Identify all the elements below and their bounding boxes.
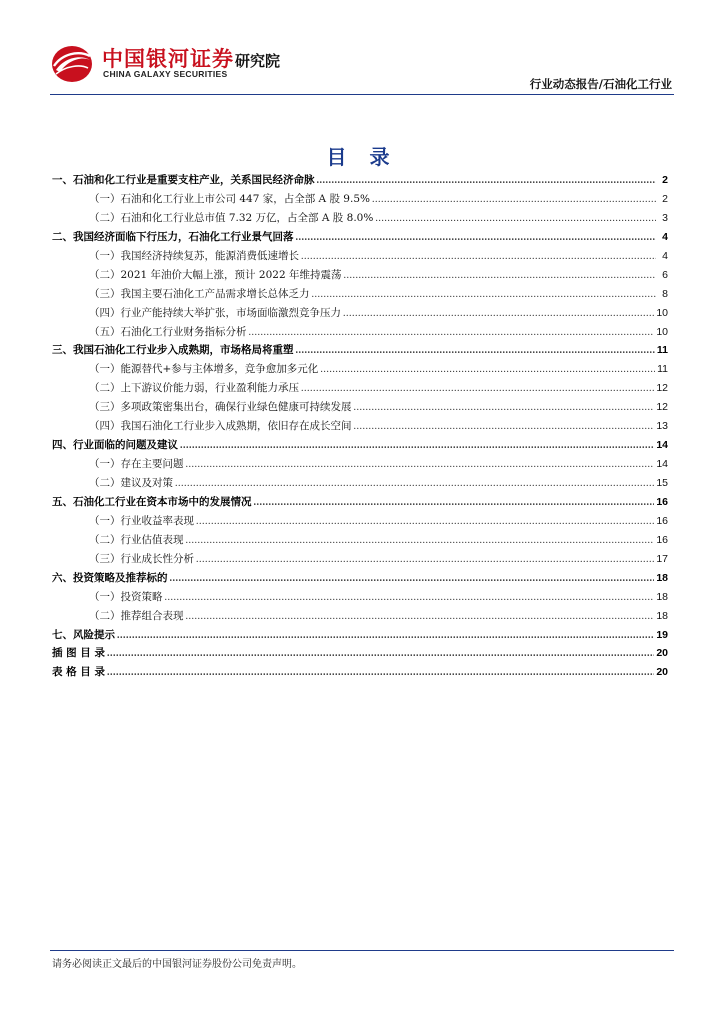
toc-dot-leader [249, 327, 655, 338]
toc-entry-title: 六、投资策略及推荐标的 [52, 571, 168, 584]
toc-subsection-link[interactable] [52, 418, 668, 437]
toc-page-number: 14 [656, 439, 668, 452]
toc-entry-title: （二）行业估值表现 [89, 533, 184, 546]
toc-entry-title: 三、我国石油化工行业步入成熟期，市场格局将重塑 [52, 344, 294, 357]
toc-page-number: 12 [656, 382, 668, 395]
toc-section-link[interactable] [52, 172, 668, 191]
toc-dot-leader [354, 421, 655, 432]
toc-page-number: 20 [656, 666, 668, 679]
toc-entry-title: （一）行业收益率表现 [89, 514, 194, 527]
toc-subsection-link[interactable] [52, 380, 668, 399]
toc-entry-title: （四）我国石油化工行业步入成熟期，依旧存在成长空间 [89, 420, 352, 433]
toc-subsection-link[interactable] [52, 551, 668, 570]
toc-page-number: 20 [656, 647, 668, 660]
toc-page-number: 17 [656, 552, 668, 565]
toc-entry-title: （二）上下游议价能力弱，行业盈利能力承压 [89, 382, 299, 395]
toc-dot-leader [320, 364, 655, 375]
toc-page-number: 19 [656, 628, 668, 641]
toc-entry-title: （三）多项政策密集出台，确保行业绿色健康可持续发展 [89, 401, 352, 414]
toc-page-number: 4 [662, 230, 668, 243]
toc-subsection-link[interactable] [52, 210, 668, 229]
toc-entry-title: （一）投资策略 [89, 590, 163, 603]
toc-dot-leader [296, 345, 655, 356]
toc-dot-leader [107, 667, 654, 678]
toc-dot-leader [375, 213, 656, 224]
logo-english-name: CHINA GALAXY SECURITIES [103, 69, 228, 79]
toc-section-link[interactable] [52, 437, 668, 456]
toc-subsection-link[interactable] [52, 399, 668, 418]
toc-section-link[interactable] [52, 570, 668, 589]
toc-dot-leader [196, 516, 654, 527]
toc-page-number: 2 [662, 174, 668, 186]
toc-entry-title: （二）石油和化工行业总市值 7.32 万亿，占全部 A 股 8.0% [89, 211, 374, 224]
toc-dot-leader [196, 554, 654, 565]
toc-dot-leader [186, 535, 655, 546]
toc-dot-leader [312, 289, 657, 300]
report-category: 行业动态报告/石油化工行业 [529, 77, 672, 91]
toc-dot-leader [170, 573, 655, 584]
toc-entry-title: （二）2021 年油价大幅上涨，预计 2022 年维持震荡 [89, 268, 342, 281]
toc-page-number: 14 [656, 458, 668, 471]
galaxy-logo-icon [50, 44, 94, 84]
toc-page-number: 10 [656, 325, 668, 338]
toc-dot-leader [165, 592, 655, 603]
toc-subsection-link[interactable] [52, 248, 668, 267]
toc-dot-leader [180, 440, 654, 451]
toc-section-link[interactable] [52, 664, 668, 683]
toc-page-number: 11 [656, 344, 668, 357]
toc-page-number: 16 [656, 533, 668, 546]
logo-chinese-name: 中国银河证券 [102, 47, 234, 71]
toc-page-number: 18 [656, 609, 668, 622]
toc-entry-title: （一）石油和化工行业上市公司 447 家，占全部 A 股 9.5% [89, 192, 370, 205]
toc-dot-leader [186, 459, 655, 470]
toc-subsection-link[interactable] [52, 608, 668, 627]
toc-entry-title: （三）行业成长性分析 [89, 552, 194, 565]
toc-section-link[interactable] [52, 494, 668, 513]
toc-page-number: 4 [662, 249, 668, 262]
toc-page-number: 10 [656, 306, 668, 319]
toc-subsection-link[interactable] [52, 361, 668, 380]
disclaimer-note: 请务必阅读正文最后的中国银河证券股份公司免责声明。 [52, 959, 302, 970]
toc-section-link[interactable] [52, 627, 668, 646]
toc-subsection-link[interactable] [52, 267, 668, 286]
toc-dot-leader [343, 270, 656, 281]
toc-page-number: 13 [656, 420, 668, 433]
toc-entry-title: （四）行业产能持续大举扩张，市场面临激烈竞争压力 [89, 306, 341, 319]
toc-entry-title: （二）建议及对策 [89, 477, 173, 489]
toc-entry-title: 插 图 目 录 [52, 647, 105, 660]
toc-subsection-link[interactable] [52, 191, 668, 210]
toc-entry-title: （一）能源替代+参与主体增多，竞争愈加多元化 [89, 363, 319, 376]
toc-entry-title: 一、石油和化工行业是重要支柱产业，关系国民经济命脉 [52, 174, 315, 186]
toc-dot-leader [296, 232, 657, 243]
toc-entry-title: （三）我国主要石油化工产品需求增长总体乏力 [89, 287, 310, 300]
toc-subsection-link[interactable] [52, 475, 668, 494]
toc-subsection-link[interactable] [52, 589, 668, 608]
toc-dot-leader [301, 251, 656, 262]
toc-subsection-link[interactable] [52, 532, 668, 551]
toc-entry-title: （一）我国经济持续复苏，能源消费低速增长 [89, 249, 299, 262]
toc-subsection-link[interactable] [52, 286, 668, 305]
toc-page-number: 16 [656, 495, 668, 508]
toc-title: 目 录 [326, 145, 398, 169]
toc-dot-leader [107, 648, 654, 659]
toc-dot-leader [343, 308, 654, 319]
toc-section-link[interactable] [52, 229, 668, 248]
toc-subsection-link[interactable] [52, 324, 668, 343]
toc-entry-title: （五）石油化工行业财务指标分析 [89, 325, 247, 338]
toc-section-link[interactable] [52, 342, 668, 361]
toc-entry-title: 七、风险提示 [52, 628, 115, 641]
logo-subtitle: 研究院 [235, 52, 281, 70]
toc-entry-title: 二、我国经济面临下行压力，石油化工行业景气回落 [52, 230, 294, 243]
toc-page-number: 12 [656, 401, 668, 414]
toc-page-number: 2 [662, 192, 668, 205]
header-divider [50, 94, 674, 95]
footer-divider [50, 950, 674, 951]
table-of-contents [52, 172, 668, 683]
page-header [0, 0, 724, 100]
toc-page-number: 15 [656, 477, 668, 489]
toc-dot-leader [301, 383, 654, 394]
toc-subsection-link[interactable] [52, 456, 668, 475]
toc-dot-leader [186, 611, 655, 622]
toc-page-number: 11 [657, 363, 668, 376]
toc-entry-title: 四、行业面临的问题及建议 [52, 439, 178, 452]
toc-dot-leader [354, 402, 655, 413]
toc-dot-leader [372, 194, 656, 205]
toc-subsection-link[interactable] [52, 305, 668, 324]
toc-dot-leader [117, 630, 654, 641]
toc-page-number: 3 [662, 211, 668, 224]
toc-page-number: 16 [656, 514, 668, 527]
toc-dot-leader [317, 175, 657, 186]
toc-entry-title: （一）存在主要问题 [89, 458, 184, 471]
toc-dot-leader [175, 478, 654, 489]
toc-page-number: 6 [662, 268, 668, 281]
toc-section-link[interactable] [52, 645, 668, 664]
toc-subsection-link[interactable] [52, 513, 668, 532]
toc-entry-title: （二）推荐组合表现 [89, 609, 184, 622]
toc-page-number: 18 [656, 571, 668, 584]
toc-page-number: 18 [656, 590, 668, 603]
toc-page-number: 8 [662, 287, 668, 300]
toc-dot-leader [254, 497, 655, 508]
toc-entry-title: 表 格 目 录 [52, 666, 105, 679]
toc-entry-title: 五、石油化工行业在资本市场中的发展情况 [52, 495, 252, 508]
